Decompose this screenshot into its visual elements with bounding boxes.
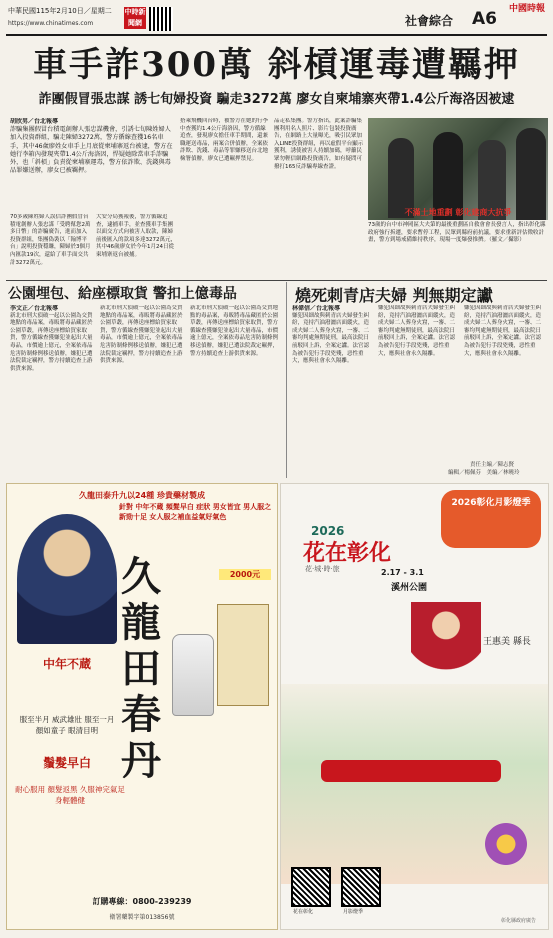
lead-paragraph	[10, 118, 175, 210]
staff-credit: 編輯／楊佩芬 美編／林曉玲	[448, 470, 520, 476]
flower-icon	[471, 814, 541, 874]
story3-column-3: 嫌犯因細故與刺青店夫婦發生糾紛，竟持汽油潑灑店面縱火，造成夫婦二人葬身火窟，一審、二審均判處無期徒刑，最高法院日前駁回上訴，全案定讞。法官認為被告犯行手段兇殘，惡性重大，應與社會永久隔離。	[464, 305, 542, 357]
news-photo	[368, 118, 548, 220]
product-bottle	[172, 634, 214, 716]
photo-description: 73歲的台中市神岡區大夫第的最後重劃區自救會會長發言人，指出彰化縣政府強行拆遷，要求暫停工程，民眾到縣府前抗議，要求重新評估徵收計畫，警方到場戒備維持秩序，現場一度爆發推擠。（羅文／攝影）	[368, 222, 546, 244]
story1-column-4: 品走私集團。警方指出，此案詐騙集團利用名人照片、影片包裝投資廣告，在網路上大量曝光，吸引民眾加入LINE投資群組，再以虛假平台顯示獲利，誘使被害人持續加碼，呼籲民眾勿輕信網路投資廣告，如有疑問可撥打165反詐騙專線查證。	[274, 118, 364, 170]
emperor-portrait	[17, 514, 117, 644]
story3-body: 嫌犯因細故與刺青店夫婦發生糾紛，竟持汽油潑灑店面縱火，造成夫婦二人葬身火窟，一審、二審均判處無期徒刑，最高法院日前駁回上訴，全案定讞。法官認為被告犯行手段兇殘，惡性重大，應與社會永久隔離。	[292, 312, 370, 365]
story3-byline: 林偉信／台北報導	[292, 305, 341, 312]
story2-byline: 李文正／台北報導	[10, 305, 59, 312]
product-price: 2000元	[219, 569, 271, 580]
masthead	[6, 4, 547, 34]
ad1-slogan: 針對 中年不蔵 頻髮早白 症狀 男女皆宜 男人服之新勁十足 女人服之補血益氣好氣色	[119, 503, 272, 521]
main-subhead: 詐團假冒張忠謀 誘七旬婦投資 騙走3272萬 廖女自柬埔寨夾帶1.4公斤海洛因被逮	[38, 92, 515, 107]
header-rule	[6, 34, 547, 36]
festival-dates: 2.17 - 3.1	[381, 568, 424, 577]
ad1-claim-2: 鬚髮早白	[42, 756, 91, 770]
photo-caption: 不滿土地重劃 彰化建商大抗爭	[404, 208, 512, 217]
brand-logo: 中國時報	[508, 4, 545, 14]
story2-column-1	[10, 305, 96, 477]
magistrate-photo	[411, 602, 481, 692]
order-hotline[interactable]: 訂購專線：0800-239239	[92, 897, 192, 906]
license-note: 衛署藥製字第013856號	[109, 914, 175, 921]
story2-headline: 公園埋包、給座標取貨 警扣上億毒品	[8, 286, 237, 302]
story2-body: 新北市刑大偵破一起以公園為交貨地點的毒品案，毒販將毒品藏匿於公園草叢，再傳送座標給買家取貨，警方循線查獲嫌犯並起出大量毒品，市價逾上億元，全案依毒品危害防制條例移送偵辦，嫌犯已遭法院裁定羈押，警方持續追查上游供貨來源。	[10, 312, 93, 372]
signature-role: 縣長	[512, 637, 531, 647]
festival-title: 花在彰化	[303, 540, 392, 566]
story1-lead: 詐騙集團假冒台積電創辦人張忠謀機會，引誘七旬陳姓婦人加入投資群組，騙走陳婦3272萬，警方循線查獲16名車手，其中46歲廖姓女車手上月底從柬埔寨返台被逮，警方在她行李箱內發現夾帶1.4公斤海洛因，悍疑她除當車手詐騙外，也「斜槓」負責從柬埔寨運毒，警方依詐欺、洗錢與毒品罪嫌送辦，廖女已被羈押。	[10, 126, 173, 175]
story3-headline: 燒死刺青店夫婦 判無期定讞	[295, 286, 493, 305]
qr2-label: 月影燈季	[343, 909, 364, 915]
story3-column-2: 嫌犯因細故與刺青店夫婦發生糾紛，竟持汽油潑灑店面縱火，造成夫婦二人葬身火窟，一審、二審均判處無期徒刑，最高法院日前駁回上訴，全案定讞。法官認為被告犯行手段兇殘，惡性重大，應與社會永久隔離。	[378, 305, 456, 357]
story1-column-2: 大安分局獲報後，警方循線追查，逮捕車手，並查獲車手集團以面交方式向被害人取款，陳婦前後匯入的款項多達3272萬元，其中46歲廖女於今年1月24日從柬埔寨返台被捕。	[96, 214, 176, 258]
story2-column-2: 新北市刑大偵破一起以公園為交貨地點的毒品案，毒販將毒品藏匿於公園草叢，再傳送座標給買家取貨，警方循線查獲嫌犯並起出大量毒品，市價逾上億元，全案依毒品危害防制條例移送偵辦，嫌犯已遭法院裁定羈押，警方持續追查上游供貨來源。	[100, 305, 183, 365]
ad1-claim-1: 中年不蔵	[42, 657, 91, 671]
story1-column-1: 70多歲陳姓婦人誤信詐團假冒台積電創辦人張忠謀「受聘幫您2萬多日幣」的詐騙廣告，進而加入投資群組，集團偽裝以「翰博平台」說明投資穩賺，陳婦於3個月內匯款19次，還給了車手面交共計3272萬元。	[10, 214, 91, 266]
section-divider	[6, 280, 547, 281]
page-number: A6	[472, 9, 497, 29]
ad1-claim-text: 服至半月 威武雄壯 服至一月 顏如童子 眼清目明	[19, 715, 115, 735]
story1-byline: 胡欣男／台北報導	[10, 118, 59, 125]
qr1-label: 花在彰化	[293, 909, 314, 915]
festival-venue: 溪州公園	[391, 583, 428, 593]
editor-credit: 責任主編／陳志賢	[470, 462, 515, 468]
site-url[interactable]: https://www.chinatimes.com	[8, 20, 94, 27]
ad1-tagline: 耐心服用 顏髮返黑 久服神完氣足 身輕體健	[15, 785, 125, 805]
flower-festival-advertisement[interactable]	[280, 483, 549, 930]
product-name: 久龍田春丹	[121, 553, 161, 784]
medicine-advertisement[interactable]	[6, 483, 278, 930]
festival-year: 2026	[311, 524, 345, 538]
newsroom-logo: 中時新聞網	[124, 8, 146, 27]
ad2-footer: 彰化縣政府廣告	[501, 918, 537, 924]
column-divider	[286, 282, 287, 478]
festival-subtitle: 花‧城‧時‧旅	[305, 565, 340, 573]
lantern-festival-badge: 2026彰化月影燈季	[441, 490, 541, 548]
product-box	[217, 604, 269, 706]
qr-code-icon[interactable]	[291, 867, 331, 907]
signature-name: 王惠美	[483, 637, 511, 647]
train-icon	[321, 760, 501, 782]
qr-code-icon	[149, 7, 173, 31]
main-headline: 車手詐300萬 斜槓運毒遭羈押	[33, 45, 520, 85]
story3-column-1	[292, 305, 374, 477]
story2-column-3: 新北市刑大偵破一起以公園為交貨地點的毒品案，毒販將毒品藏匿於公園草叢，再傳送座標給買家取貨，警方循線查獲嫌犯並起出大量毒品，市價逾上億元，全案依毒品危害防制條例移送偵辦，嫌犯已遭法院裁定羈押，警方持續追查上游供貨來源。	[190, 305, 279, 357]
story1-column-3: 搭乘飛機回台時，被警方在她的行李中查獲約1.4公斤海洛因，警方循線追查，發現廖女擔任車手期間，還兼職運送毒品，兩案合併偵辦，全案依詐欺、洗錢、毒品等罪嫌移送台北地檢署偵辦，廖女已遭羈押禁見。	[180, 118, 269, 162]
qr-code-icon[interactable]	[341, 867, 381, 907]
issue-date: 中華民國115年2月10日／星期二	[8, 7, 112, 15]
magistrate-signature	[483, 634, 531, 647]
section-name: 社會綜合	[405, 14, 454, 28]
ad1-title: 久龍田泰升九以24種 珍貴藥材製成	[79, 491, 205, 500]
